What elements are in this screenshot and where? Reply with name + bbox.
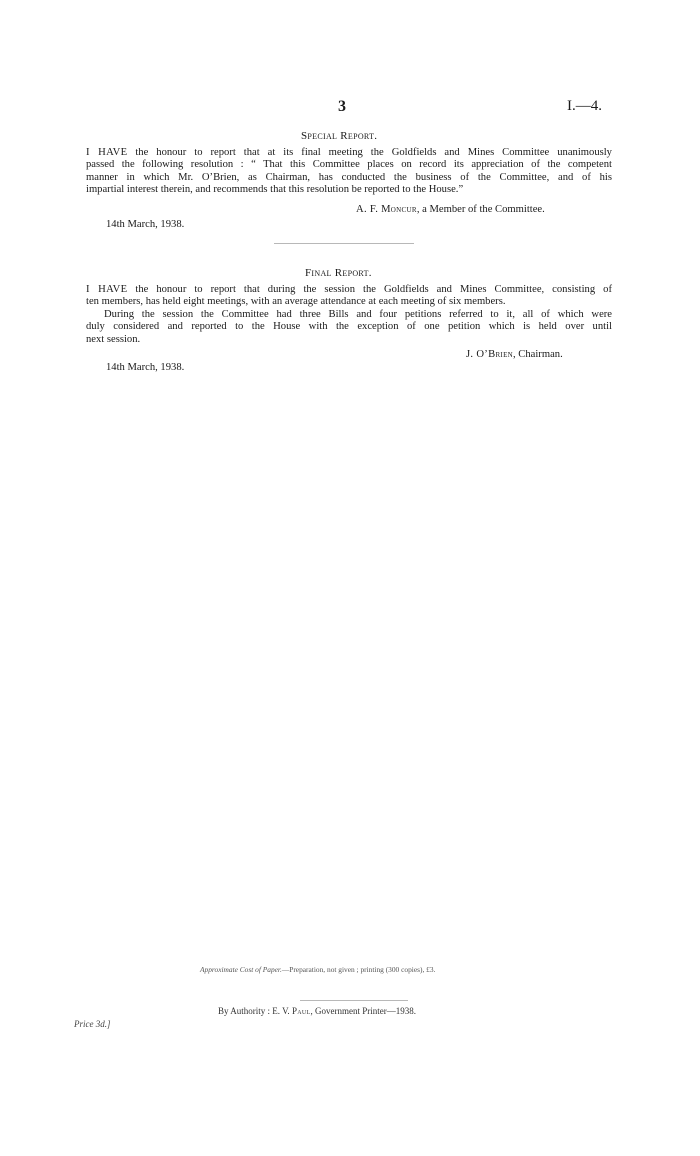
final-report-signatory-role: , Chairman. [513, 349, 563, 360]
paragraph-line [86, 184, 612, 196]
cost-note [200, 965, 435, 974]
paragraph-line [86, 296, 612, 308]
paragraph-text: manner in which Mr. O’Brien, as Chairman, has conducted the business of the Committee, and of his [86, 171, 612, 183]
paragraph-line [86, 334, 612, 346]
paragraph-line [86, 159, 612, 171]
special-report-heading [301, 130, 377, 142]
paragraph-text: duly considered and reported to the House with the exception of one petition which is held over until [86, 321, 612, 333]
final-report-signature [466, 349, 563, 360]
cost-note-label: Approximate Cost of Paper. [200, 965, 282, 974]
special-report-signatory: A. F. Moncur [356, 204, 417, 215]
paragraph-text: the honour to report that during the session the Goldfields and Mines Committee, consisting of [127, 284, 612, 295]
paragraph-text: ten members, has held eight meetings, with an average attendance at each meeting of six members. [86, 296, 506, 308]
paragraph-line [86, 284, 612, 296]
special-report-heading-text: Special Report. [301, 130, 378, 142]
authority-prefix: By Authority : E. V. [218, 1006, 292, 1016]
footer-divider [300, 1000, 408, 1001]
price-note: Price 3d.] [74, 1019, 111, 1029]
paragraph-line [86, 147, 612, 159]
special-report-signature [356, 204, 545, 215]
paragraph-text: next session. [86, 333, 141, 345]
paragraph-text: impartial interest therein, and recommends that this resolution be reported to the House.” [86, 184, 464, 196]
final-report-heading: Final Report. [305, 267, 372, 279]
paragraph-text: the honour to report that at its final meeting the Goldfields and Mines Committee unanimously [127, 147, 612, 158]
authority-printer-name: Paul [291, 1006, 311, 1016]
final-report-paragraph [86, 284, 612, 346]
authority-line [218, 1006, 416, 1016]
final-report-signatory: J. O’Brien [466, 349, 513, 360]
paragraph-line [86, 321, 612, 333]
special-report-date: 14th March, 1938. [106, 219, 185, 230]
authority-suffix: , Government Printer—1938. [310, 1006, 416, 1016]
section-divider [274, 243, 414, 244]
paper-identifier: I.—4. [567, 98, 602, 114]
paragraph-lead-words: I HAVE [86, 284, 128, 295]
cost-note-detail: —Preparation, not given ; printing (300 copies), £3. [281, 965, 436, 974]
page-number: 3 [338, 98, 346, 115]
paragraph-line [86, 309, 612, 321]
paragraph-text: passed the following resolution : “ That this Committee places on record its appreciation of the competent [86, 159, 612, 171]
paragraph-line [86, 172, 612, 184]
paragraph-text: During the session the Committee had three Bills and four petitions referred to it, all of which were [104, 308, 612, 320]
special-report-signatory-role: , a Member of the Committee. [416, 204, 545, 215]
paragraph-lead-words: I HAVE [86, 147, 128, 158]
special-report-paragraph [86, 147, 612, 197]
final-report-date: 14th March, 1938. [106, 362, 185, 373]
